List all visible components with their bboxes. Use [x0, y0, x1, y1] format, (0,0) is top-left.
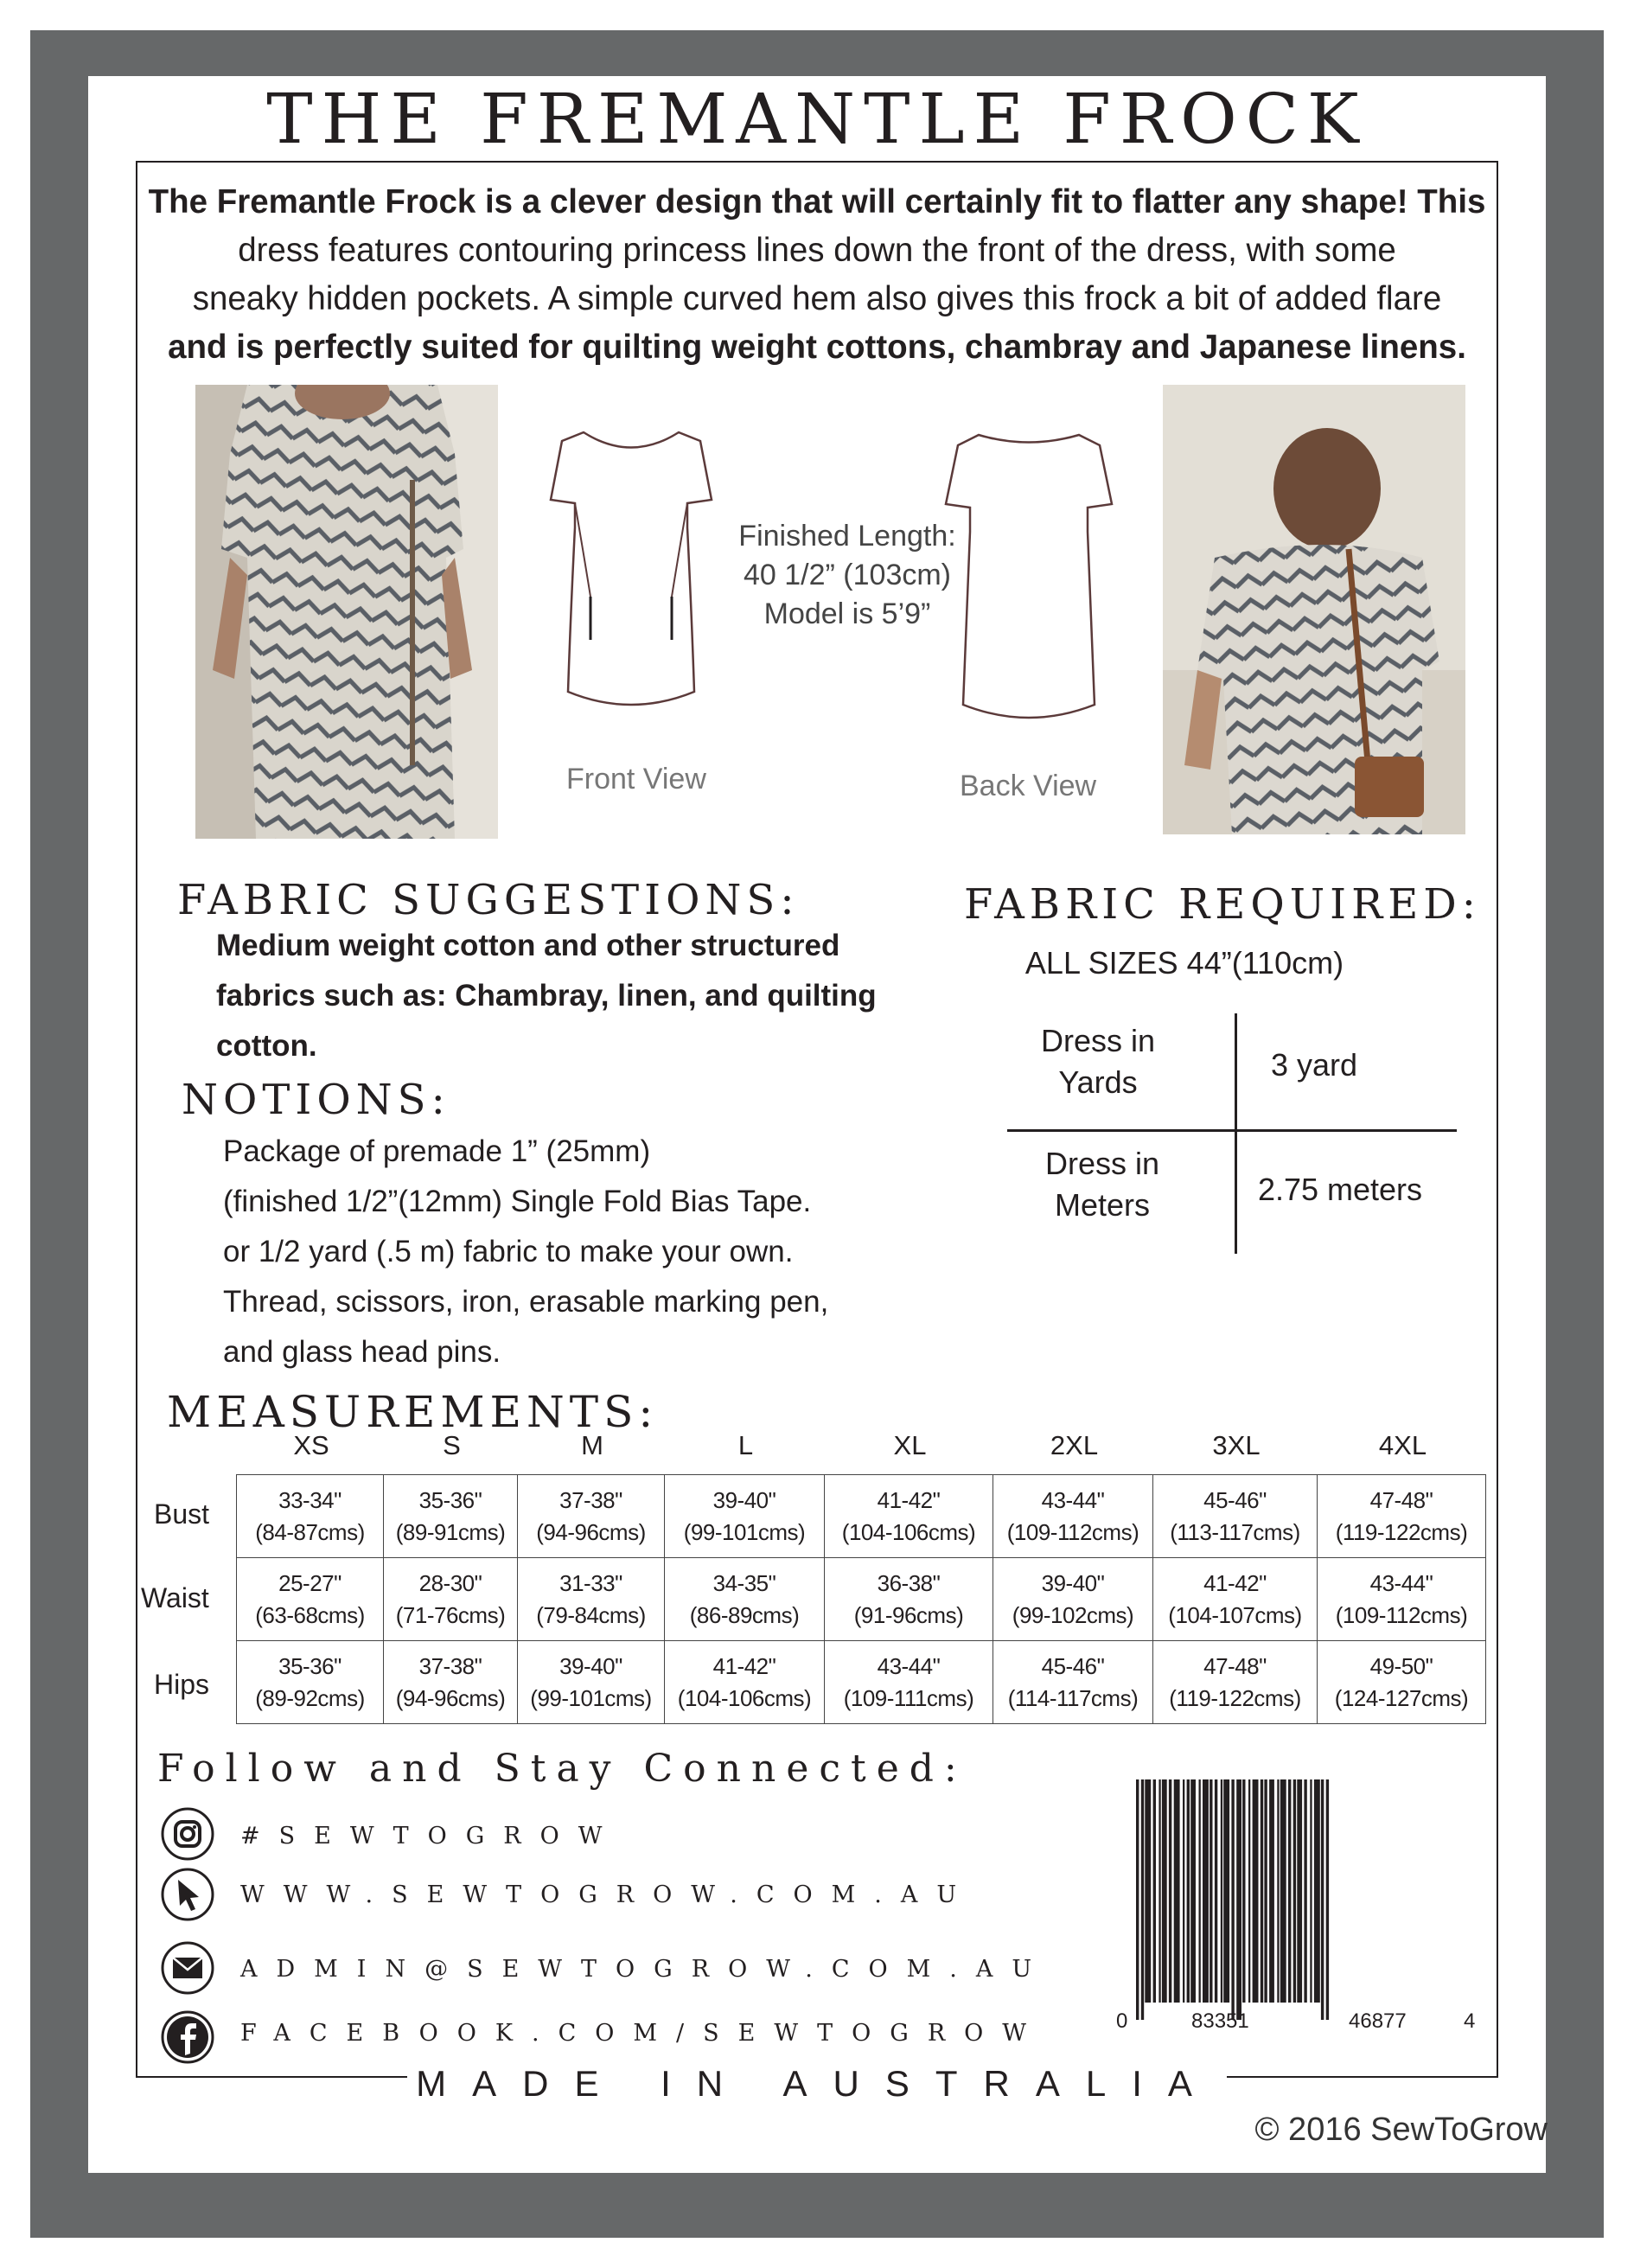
- table-row: [237, 1641, 1486, 1724]
- table-cell: 35-36" (89-92cms): [237, 1641, 384, 1724]
- front-view-label: Front View: [566, 763, 706, 795]
- front-model-photo: [195, 385, 498, 839]
- measurements-heading: MEASUREMENTS:: [167, 1387, 659, 1437]
- intro-line-4: and is perfectly suited for quilting weight cottons, chambray and Japanese linens.: [168, 329, 1466, 366]
- row-label-waist: Waist: [141, 1582, 209, 1613]
- table-cell: 35-36" (89-91cms): [384, 1475, 518, 1558]
- notions-heading: NOTIONS:: [182, 1076, 450, 1124]
- table-cell: 37-38" (94-96cms): [384, 1641, 518, 1724]
- finished-length-line-2: 40 1/2” (103cm): [744, 559, 951, 591]
- table-cell: 41-42" (104-107cms): [1153, 1558, 1318, 1641]
- page-title: THE FREMANTLE FROCK: [266, 79, 1368, 159]
- table-cell: 25-27" (63-68cms): [237, 1558, 384, 1641]
- table-cell: 45-46" (113-117cms): [1153, 1475, 1318, 1558]
- fabric-table-divider-vertical: [1235, 1013, 1237, 1254]
- size-xl: XL: [893, 1430, 927, 1460]
- table-cell: 43-44" (109-111cms): [825, 1641, 993, 1724]
- yards-value: 3 yard: [1270, 1047, 1358, 1083]
- notion-line: and glass head pins.: [223, 1335, 501, 1369]
- meters-value: 2.75 meters: [1257, 1172, 1423, 1207]
- size-l: L: [737, 1430, 754, 1460]
- barcode-digit-right: 4: [1464, 2009, 1476, 2033]
- fabric-suggestions-text: [216, 921, 877, 1071]
- table-cell: 41-42" (104-106cms): [825, 1475, 993, 1558]
- meters-label-line-1: Dress in: [1044, 1146, 1160, 1181]
- made-in-australia: [0, 2063, 1634, 2105]
- instagram-handle[interactable]: #SEWTOGROW: [240, 1823, 622, 1850]
- table-cell: 43-44" (109-112cms): [1318, 1558, 1486, 1641]
- back-view-sketch: [942, 428, 1115, 739]
- envelope-icon[interactable]: [161, 1941, 214, 1995]
- back-model-photo: [1163, 385, 1465, 834]
- email-link[interactable]: ADMIN@SEWTOGROW.COM.AU: [240, 1956, 1051, 1983]
- barcode-group-2: 46877: [1349, 2009, 1407, 2033]
- size-m: M: [581, 1430, 603, 1460]
- table-cell: 41-42" (104-106cms): [665, 1641, 825, 1724]
- table-row: [237, 1475, 1486, 1558]
- facebook-icon[interactable]: [161, 2010, 214, 2064]
- fabric-table-divider-horizontal: [1007, 1129, 1457, 1132]
- table-cell: 47-48" (119-122cms): [1153, 1641, 1318, 1724]
- size-2xl: 2XL: [1050, 1430, 1099, 1460]
- notion-line: Thread, scissors, iron, erasable marking pen,: [223, 1285, 829, 1319]
- row-label-hips: Hips: [154, 1669, 210, 1700]
- table-cell: 39-40" (99-101cms): [665, 1475, 825, 1558]
- table-cell: 31-33" (79-84cms): [518, 1558, 665, 1641]
- all-sizes-width: ALL SIZES 44”(110cm): [1024, 945, 1344, 981]
- table-cell: 39-40" (99-102cms): [993, 1558, 1153, 1641]
- fabric-suggestion-line: Medium weight cotton and other structured: [216, 929, 840, 962]
- fabric-required-heading: FABRIC REQUIRED:: [964, 880, 1481, 929]
- made-in-text: MADE IN AUSTRALIA: [407, 2063, 1227, 2104]
- table-cell: 37-38" (94-96cms): [518, 1475, 665, 1558]
- notion-line: Package of premade 1” (25mm): [223, 1134, 651, 1168]
- table-cell: 28-30" (71-76cms): [384, 1558, 518, 1641]
- intro-line-2: dress features contouring princess lines down the front of the dress, with some: [238, 232, 1396, 269]
- table-cell: 45-46" (114-117cms): [993, 1641, 1153, 1724]
- facebook-link[interactable]: FACEBOOK.COM/SEWTOGROW: [240, 2020, 1046, 2047]
- size-4xl: 4XL: [1378, 1430, 1427, 1460]
- measurements-table: [236, 1474, 1486, 1724]
- table-cell: 39-40" (99-101cms): [518, 1641, 665, 1724]
- yards-label: [1003, 1020, 1193, 1103]
- model-height: Model is 5’9”: [763, 597, 931, 630]
- website-link[interactable]: WWW.SEWTOGROW.COM.AU: [240, 1881, 976, 1908]
- intro-line-3: sneaky hidden pockets. A simple curved hem also gives this frock a bit of added flare: [192, 280, 1442, 317]
- size-3xl: 3XL: [1212, 1430, 1261, 1460]
- table-cell: 36-38" (91-96cms): [825, 1558, 993, 1641]
- table-cell: 49-50" (124-127cms): [1318, 1641, 1486, 1724]
- instagram-icon[interactable]: [161, 1807, 214, 1861]
- yards-label-line-1: Dress in: [1040, 1023, 1156, 1058]
- barcode: [1136, 1779, 1456, 2020]
- table-cell: 43-44" (109-112cms): [993, 1475, 1153, 1558]
- copyright: © 2016 SewToGrow: [1254, 2111, 1548, 2148]
- yards-label-line-2: Yards: [1058, 1064, 1138, 1100]
- notion-line: (finished 1/2”(12mm) Single Fold Bias Tape.: [223, 1185, 812, 1218]
- follow-heading: Follow and Stay Connected:: [157, 1747, 967, 1791]
- intro-line-1: The Fremantle Frock is a clever design that will certainly fit to flatter any shape! This: [148, 183, 1486, 220]
- table-row: [237, 1558, 1486, 1641]
- meters-label: [1007, 1143, 1197, 1226]
- size-s: S: [443, 1430, 461, 1460]
- table-cell: 47-48" (119-122cms): [1318, 1475, 1486, 1558]
- notions-text: [223, 1127, 828, 1377]
- size-xs: XS: [293, 1430, 329, 1460]
- barcode-digit-left: 0: [1116, 2009, 1128, 2033]
- notion-line: or 1/2 yard (.5 m) fabric to make your own.: [223, 1235, 794, 1268]
- meters-label-line-2: Meters: [1054, 1187, 1151, 1223]
- table-cell: 33-34" (84-87cms): [237, 1475, 384, 1558]
- finished-length-line-1: Finished Length:: [738, 520, 956, 553]
- fabric-suggestion-line: cotton.: [216, 1029, 317, 1063]
- fabric-suggestion-line: fabrics such as: Chambray, linen, and quilting: [216, 979, 877, 1013]
- row-label-bust: Bust: [154, 1498, 210, 1530]
- cursor-icon[interactable]: [161, 1868, 214, 1921]
- intro-paragraph: [144, 178, 1490, 372]
- barcode-group-1: 83351: [1191, 2009, 1249, 2033]
- fabric-suggestions-heading: FABRIC SUGGESTIONS:: [177, 876, 800, 924]
- back-view-label: Back View: [960, 770, 1097, 802]
- table-cell: 34-35" (86-89cms): [665, 1558, 825, 1641]
- front-view-sketch: [549, 424, 713, 726]
